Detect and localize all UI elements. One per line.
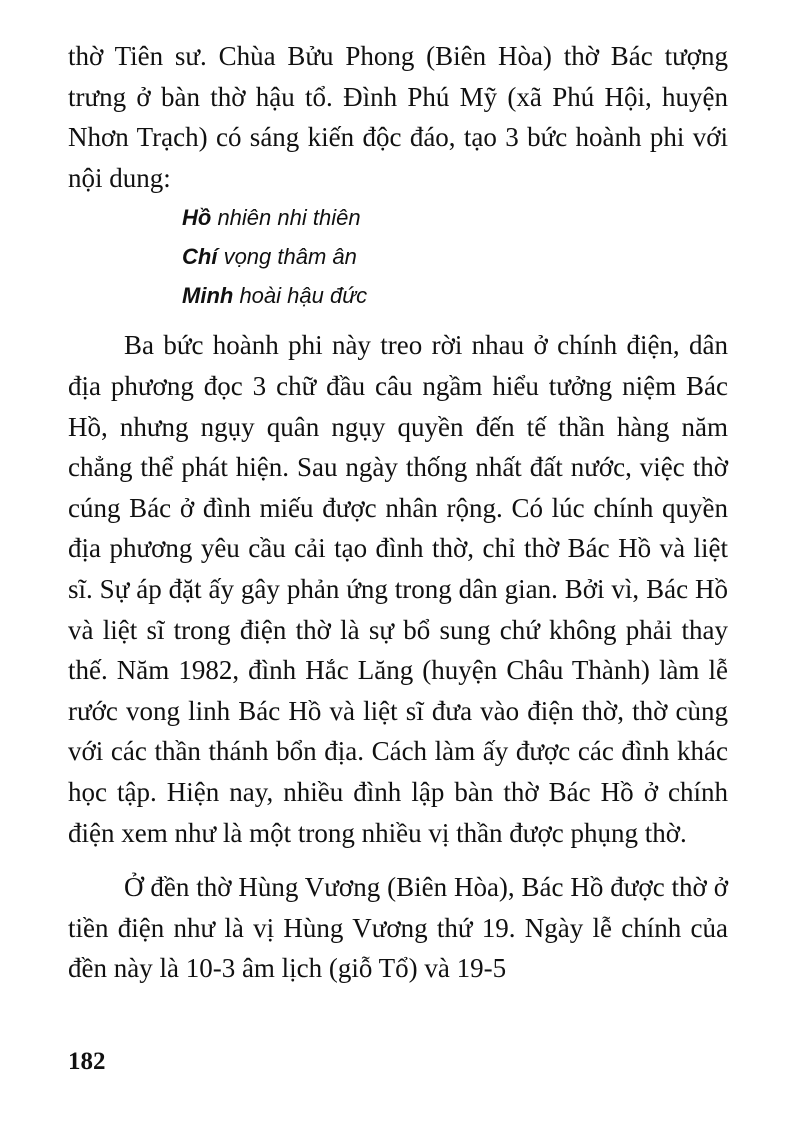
paragraph-1: thờ Tiên sư. Chùa Bửu Phong (Biên Hòa) thờ Bác tượng trưng ở bàn thờ hậu tổ. Đình Phú Mỹ (xã Phú Hội, huyện Nhơn Trạch) có sáng kiến độc đáo, tạo 3 bức hoành phi với nội dung: — [68, 41, 728, 193]
poem-block — [182, 198, 728, 315]
poem-line-3 — [182, 276, 728, 315]
poem-line-1-rest: nhiên nhi thiên — [211, 205, 361, 231]
page-body — [68, 36, 728, 989]
paragraph-2: Ba bức hoành phi này treo rời nhau ở chính điện, dân địa phương đọc 3 chữ đầu câu ngầm hiểu tưởng niệm Bác Hồ, nhưng ngụy quân ngụy quyền đến tế thần hàng năm chẳng thể phát hiện. Sau ngày thống nhất đất nước, việc thờ cúng Bác ở đình miếu được nhân rộng. Có lúc chính quyền địa phương yêu cầu cải tạo đình thờ, chỉ thờ Bác Hồ và liệt sĩ. Sự áp đặt ấy gây phản ứng trong dân gian. Bởi vì, Bác Hồ và liệt sĩ trong điện thờ là sự bổ sung chứ không phải thay thế. Năm 1982, đình Hắc Lăng (huyện Châu Thành) làm lễ rước vong linh Bác Hồ và liệt sĩ đưa vào điện thờ, thờ cùng với các thần thánh bổn địa. Cách làm ấy được các đình khác học tập. Hiện nay, nhiều đình lập bàn thờ Bác Hồ ở chính điện xem như là một trong nhiều vị thần được phụng thờ. — [68, 330, 728, 848]
paragraph-3: Ở đền thờ Hùng Vương (Biên Hòa), Bác Hồ được thờ ở tiền điện như là vị Hùng Vương thứ 19. Ngày lễ chính của đền này là 10-3 âm lịch (giỗ Tổ) và 19-5 — [68, 872, 728, 984]
poem-line-2 — [182, 237, 728, 276]
page-number: 182 — [68, 1048, 106, 1075]
poem-line-2-bold: Chí — [182, 244, 218, 270]
paragraph-gap — [68, 853, 728, 867]
poem-line-2-rest: vọng thâm ân — [217, 244, 357, 270]
poem-line-1-bold: Hồ — [182, 205, 212, 231]
poem-line-3-bold: Minh — [182, 283, 234, 309]
poem-line-1 — [182, 198, 728, 237]
poem-line-3-rest: hoài hậu đức — [233, 283, 368, 309]
